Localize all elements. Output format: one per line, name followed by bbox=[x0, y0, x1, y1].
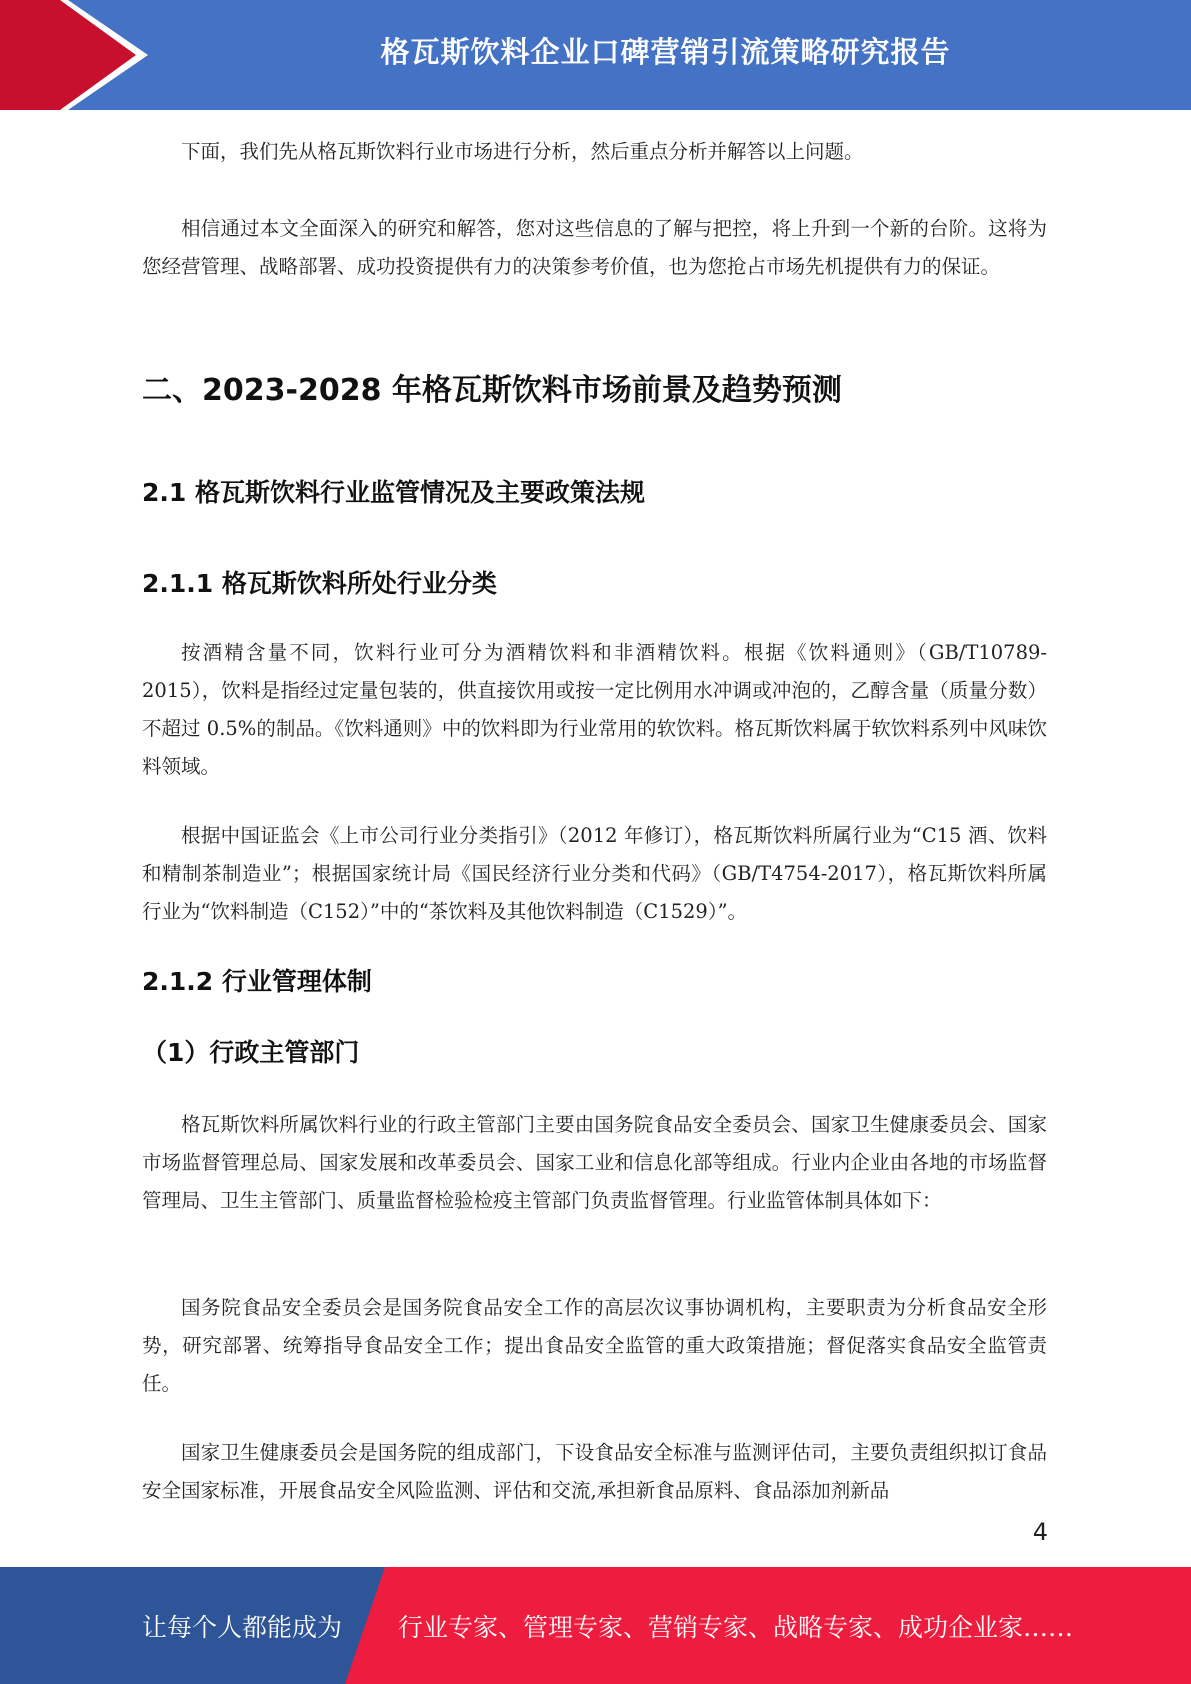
header-band bbox=[0, 0, 1191, 110]
report-title: 格瓦斯饮料企业口碑营销引流策略研究报告 bbox=[380, 34, 951, 69]
footer-band bbox=[0, 1567, 1191, 1684]
sub-heading-admin-authority: （1）行政主管部门 bbox=[142, 1038, 360, 1067]
intro-paragraph-2: 相信通过本文全面深入的研究和解答，您对这些信息的了解与把控，将上升到一个新的台阶。这将为您经营管理、战略部署、成功投资提供有力的决策参考价值，也为您抢占市场先机提供有力的保证。 bbox=[142, 217, 1047, 278]
page-number: 4 bbox=[1032, 1518, 1048, 1546]
admin-paragraph-1: 格瓦斯饮料所属饮料行业的行政主管部门主要由国务院食品安全委员会、国家卫生健康委员会、国家市场监督管理总局、国家发展和改革委员会、国家工业和信息化部等组成。行业内企业由各地的市场监督管理局、卫生主管部门、质量监督检验检疫主管部门负责监督管理。行业监管体制具体如下： bbox=[142, 1113, 1047, 1212]
classification-paragraph-2: 根据中国证监会《上市公司行业分类指引》（2012 年修订），格瓦斯饮料所属行业为“C15 酒、饮料和精制茶制造业”；根据国家统计局《国民经济行业分类和代码》（GB/T4754-2017），格瓦斯饮料所属行业为“饮料制造（C152）”中的“茶饮料及其他饮料制造（C1529）”。 bbox=[142, 824, 1047, 923]
chevron-decoration bbox=[0, 0, 160, 110]
subsection-heading-2-1-1: 2.1.1 格瓦斯饮料所处行业分类 bbox=[142, 569, 497, 598]
classification-paragraph-1: 按酒精含量不同，饮料行业可分为酒精饮料和非酒精饮料。根据《饮料通则》（GB/T10789-2015），饮料是指经过定量包装的，供直接饮用或按一定比例用水冲调或冲泡的，乙醇含量（质量分数）不超过 0.5%的制品。《饮料通则》中的饮料即为行业常用的软饮料。格瓦斯饮料属于软饮料系列中风味饮料领域。 bbox=[142, 641, 1047, 778]
admin-paragraph-2: 国务院食品安全委员会是国务院食品安全工作的高层次议事协调机构，主要职责为分析食品安全形势，研究部署、统筹指导食品安全工作；提出食品安全监管的重大政策措施；督促落实食品安全监管责任。 bbox=[142, 1296, 1047, 1395]
admin-paragraph-3: 国家卫生健康委员会是国务院的组成部门，下设食品安全标准与监测评估司，主要负责组织拟订食品安全国家标准，开展食品安全风险监测、评估和交流,承担新食品原料、食品添加剂新品 bbox=[142, 1441, 1047, 1502]
section-heading: 二、2023-2028 年格瓦斯饮料市场前景及趋势预测 bbox=[142, 373, 842, 408]
intro-paragraph-1: 下面，我们先从格瓦斯饮料行业市场进行分析，然后重点分析并解答以上问题。 bbox=[181, 140, 864, 163]
footer-slogan-left: 让每个人都能成为 bbox=[142, 1612, 343, 1642]
footer-slogan-right: 行业专家、管理专家、营销专家、战略专家、成功企业家…… bbox=[398, 1612, 1074, 1642]
subsection-heading-2-1: 2.1 格瓦斯饮料行业监管情况及主要政策法规 bbox=[142, 478, 645, 507]
subsection-heading-2-1-2: 2.1.2 行业管理体制 bbox=[142, 967, 372, 996]
